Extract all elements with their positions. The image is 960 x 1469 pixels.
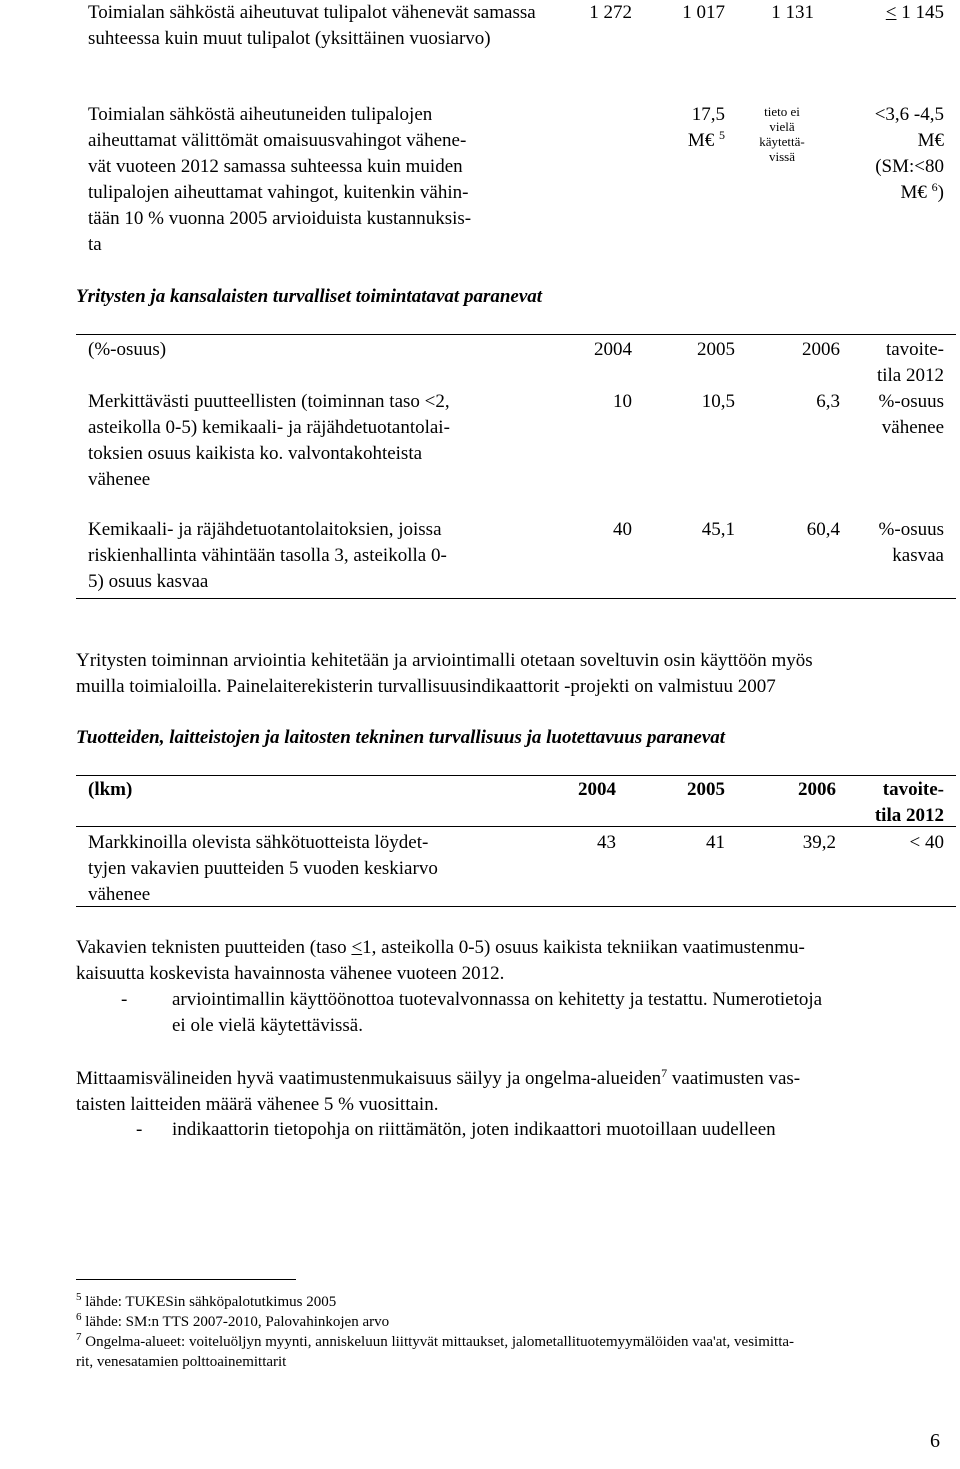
table1-header-label: (%-osuus) — [88, 339, 167, 360]
row-fires-2006: 1 131 — [771, 2, 814, 23]
table1-row-1-label: Merkittävästi puutteellisten (toiminnan taso <2, asteikolla 0-5) kemikaali- ja räjähdetuotantolai- toksien osuus kaikista ko. valvontakohteista vähenee — [88, 391, 450, 490]
row-damages-label: Toimialan sähköstä aiheutuneiden tulipalojen aiheuttamat välittömät omaisuusvahingot vähene- vät vuoteen 2012 samassa suhteessa kuin muiden tulipalojen aiheuttamat vahingot, kuitenkin vähin- tään 10 % vuonna 2005 arvioiduista kustannuksis- ta — [88, 104, 472, 255]
bullet-1-text: arviointimallin käyttöönottoa tuotevalvonnassa on kehitetty ja testattu. Numerotietoja ei ole vielä käytettävissä. — [172, 989, 823, 1036]
bullet-2-dash: - — [136, 1119, 143, 1140]
table2-bottom-rule — [76, 906, 956, 907]
bullet-2-text: indikaattorin tietopohja on riittämätön, joten indikaattori muotoillaan uudelleen — [172, 1119, 776, 1140]
section1-paragraph: Yritysten toiminnan arviointia kehitetään ja arviointimalli otetaan soveltuvin osin käyttöön myös muilla toimialoilla. Painelaiterekisterin turvallisuusindikaattorit -projekti on valmistuu 2007 — [76, 650, 813, 697]
row-damages-2005: 17,5 M€ $^5$ — [687, 104, 725, 151]
row-damages-2006: tieto ei vielä käytettä- vissä — [759, 104, 805, 164]
section1-heading: Yritysten ja kansalaisten turvalliset toimintatavat paranevat — [76, 286, 543, 307]
table2-top-rule — [76, 775, 956, 776]
table1-row-1-2006: 6,3 — [816, 391, 840, 412]
bullet-1-dash: - — [121, 989, 128, 1010]
row-fires-2005: 1 017 — [682, 2, 725, 23]
table2-header-target: tavoite- tila 2012 — [874, 779, 944, 826]
table1-row-1-2005: 10,5 — [701, 391, 735, 412]
table1-row-2-2004: 40 — [613, 519, 632, 540]
footnote-7: $^7$ Ongelma-alueet: voiteluöljyn myynti, anniskeluun liittyvät mittaukset, jalometallituotemyymälöiden vaa'at, vesimitta- — [76, 1331, 795, 1350]
table2-row-2004: 43 — [597, 832, 616, 853]
table2-row-target: < 40 — [909, 832, 944, 853]
row-fires-2004: 1 272 — [589, 2, 632, 23]
page-number: 6 — [930, 1430, 940, 1452]
table1-header-2006: 2006 — [802, 339, 840, 360]
table1-row-2-label: Kemikaali- ja räjähdetuotantolaitoksien, joissa riskienhallinta vähintään tasolla 3, asteikolla 0- 5) osuus kasvaa — [88, 519, 447, 592]
table2-header-rule — [76, 826, 956, 827]
row-damages-target: <3,6 -4,5 M€ (SM:<80 M€ $^6$) — [874, 104, 944, 203]
table2-header-2004: 2004 — [578, 779, 616, 800]
table1-bottom-rule — [76, 598, 956, 599]
table1-row-1-target: %-osuus vähenee — [878, 391, 944, 438]
table1-header-target: tavoite- tila 2012 — [876, 339, 944, 386]
footnote-7-cont: rit, venesatamien polttoainemittarit — [76, 1354, 287, 1370]
row-fires-target: < 1 145 — [885, 2, 944, 23]
table2-header-2005: 2005 — [687, 779, 725, 800]
table2-header-label: (lkm) — [88, 779, 133, 800]
table1-row-2-2005: 45,1 — [701, 519, 735, 540]
table2-row-label: Markkinoilla olevista sähkötuotteista löydet- tyjen vakavien puutteiden 5 vuoden keskiarvo vähenee — [88, 832, 438, 905]
table2-header-2006: 2006 — [798, 779, 836, 800]
section2-heading: Tuotteiden, laitteistojen ja laitosten tekninen turvallisuus ja luotettavuus paranevat — [76, 727, 726, 748]
table1-header-2005: 2005 — [697, 339, 735, 360]
table1-row-2-target: %-osuus kasvaa — [878, 519, 944, 566]
section2-paragraph-2: Mittaamisvälineiden hyvä vaatimustenmukaisuus säilyy ja ongelma-alueiden$^7$ vaatimusten vas- taisten laitteiden määrä vähenee 5 % vuosittain. — [76, 1066, 801, 1115]
table1-header-2004: 2004 — [594, 339, 632, 360]
table1-row-2-2006: 60,4 — [806, 519, 840, 540]
table1-row-1-2004: 10 — [613, 391, 632, 412]
table2-row-2006: 39,2 — [802, 832, 836, 853]
footnote-5: $^5$ lähde: TUKESin sähköpalotutkimus 2005 — [76, 1291, 337, 1310]
footnotes — [76, 1292, 956, 1372]
section2-paragraph-1: Vakavien teknisten puutteiden (taso <1, asteikolla 0-5) osuus kaikista tekniikan vaatimustenmu- kaisuutta koskevista havainnosta vähenee vuoteen 2012. — [76, 937, 805, 984]
table1-top-rule — [76, 334, 956, 335]
row-fires-label: Toimialan sähköstä aiheutuvat tulipalot vähenevät samassa suhteessa kuin muut tulipalot (yksittäinen vuosiarvo) — [88, 2, 536, 49]
footnote-rule — [76, 1279, 296, 1280]
table2-row-2005: 41 — [706, 832, 725, 853]
footnote-6: $^6$ lähde: SM:n TTS 2007-2010, Palovahinkojen arvo — [76, 1311, 390, 1330]
